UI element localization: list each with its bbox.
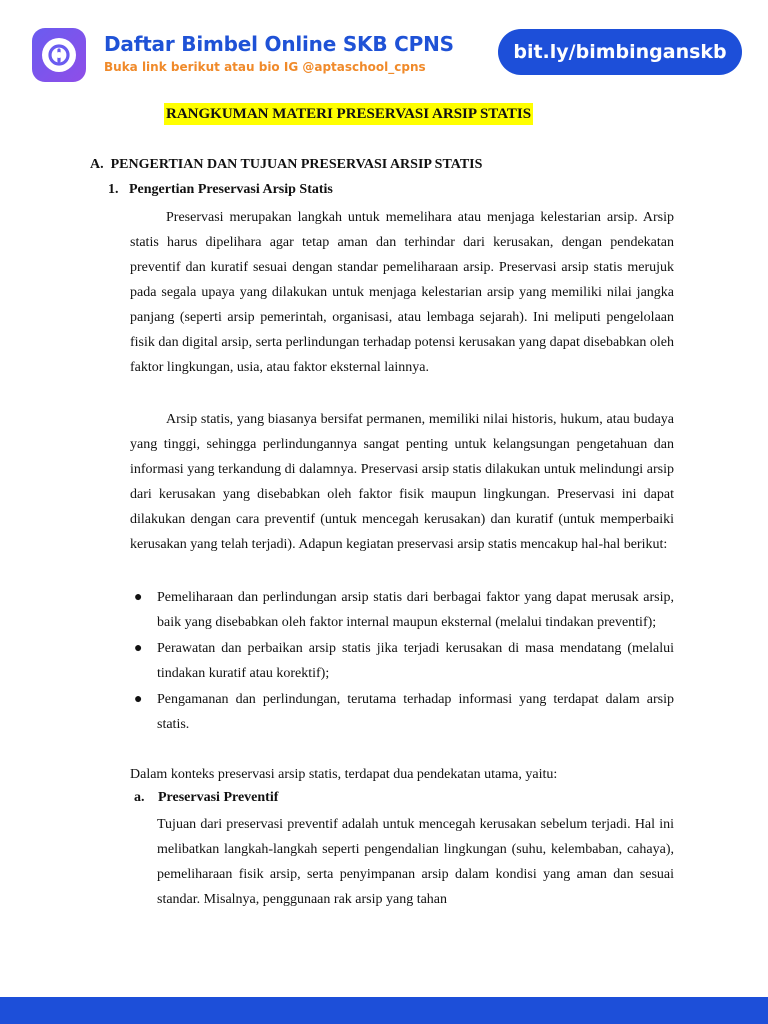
subsection-label: a. <box>134 790 145 805</box>
subsection-heading-a <box>134 790 278 806</box>
list-item <box>130 636 674 686</box>
list-item <box>130 687 674 737</box>
paragraph-4: Tujuan dari preservasi preventif adalah untuk mencegah kerusakan sebelum terjadi. Hal ini melibatkan langkah-langkah seperti pengendalian lingkungan (suhu, kelembaban, cahaya), pemeliharaan fisik arsip, serta penyimpanan arsip dalam kondisi yang aman dan sesuai standar. Misalnya, penggunaan rak arsip yang tahan <box>157 817 674 907</box>
promo-banner <box>0 0 768 100</box>
list-item <box>130 585 674 635</box>
bullet-icon: ● <box>134 641 143 656</box>
list-item-text: Pemeliharaan dan perlindungan arsip statis dari berbagai faktor yang dapat merusak arsip, baik yang disebabkan oleh faktor internal maupun eksternal (melalui tindakan preventif); <box>157 590 674 630</box>
aptaschool-logo-icon <box>32 28 86 82</box>
subsection-heading-1: 1. Pengertian Preservasi Arsip Statis <box>108 182 333 197</box>
bullet-icon: ● <box>134 692 143 707</box>
activity-list <box>130 585 674 738</box>
section-heading-a: A. PENGERTIAN DAN TUJUAN PRESERVASI ARSIP STATIS <box>90 157 483 172</box>
paragraph-3: Dalam konteks preservasi arsip statis, terdapat dua pendekatan utama, yaitu: <box>130 767 558 782</box>
list-item-text: Pengamanan dan perlindungan, terutama terhadap informasi yang terdapat dalam arsip statis. <box>157 692 674 732</box>
paragraph-1: Preservasi merupakan langkah untuk memelihara atau menjaga kelestarian arsip. Arsip statis harus dipelihara agar tetap aman dan terhindar dari kerusakan, dengan pendekatan preventif dan kuratif sesuai dengan standar pemeliharaan arsip. Preservasi arsip statis merujuk pada segala upaya yang dilakukan untuk menjaga kelestarian arsip yang memiliki nilai jangka panjang (seperti arsip pemerintah, organisasi, atau lembaga sejarah). Ini meliputi pengelolaan fisik dan digital arsip, serta perlindungan terhadap potensi kerusakan yang dapat disebabkan oleh faktor lingkungan, usia, atau faktor eksternal lainnya. <box>130 210 674 375</box>
bullet-icon: ● <box>134 590 143 605</box>
paragraph-2: Arsip statis, yang biasanya bersifat permanen, memiliki nilai historis, hukum, atau budaya yang tinggi, sehingga perlindungannya sangat penting untuk kelangsungan pengetahuan dan informasi yang terkandung di dalamnya. Preservasi arsip statis dilakukan untuk melindungi arsip dari kerusakan yang disebabkan oleh faktor fisik maupun lingkungan. Preservasi ini dapat dilakukan dengan cara preventif (untuk mencegah kerusakan) dan kuratif (untuk memperbaiki kerusakan yang telah terjadi). Adapun kegiatan preservasi arsip statis mencakup hal-hal berikut: <box>130 412 674 552</box>
footer-bar <box>0 997 768 1024</box>
banner-subtitle: Buka link berikut atau bio IG @aptaschool_cpns <box>104 60 426 74</box>
subsection-title: Preservasi Preventif <box>158 790 279 805</box>
banner-title: Daftar Bimbel Online SKB CPNS <box>104 32 454 56</box>
logo-glyph-icon <box>46 42 72 68</box>
signup-link-button[interactable]: bit.ly/bimbinganskb <box>498 29 742 75</box>
document-title: RANGKUMAN MATERI PRESERVASI ARSIP STATIS <box>164 103 533 125</box>
list-item-text: Perawatan dan perbaikan arsip statis jika terjadi kerusakan di masa mendatang (melalui tindakan kuratif atau korektif); <box>157 641 674 681</box>
